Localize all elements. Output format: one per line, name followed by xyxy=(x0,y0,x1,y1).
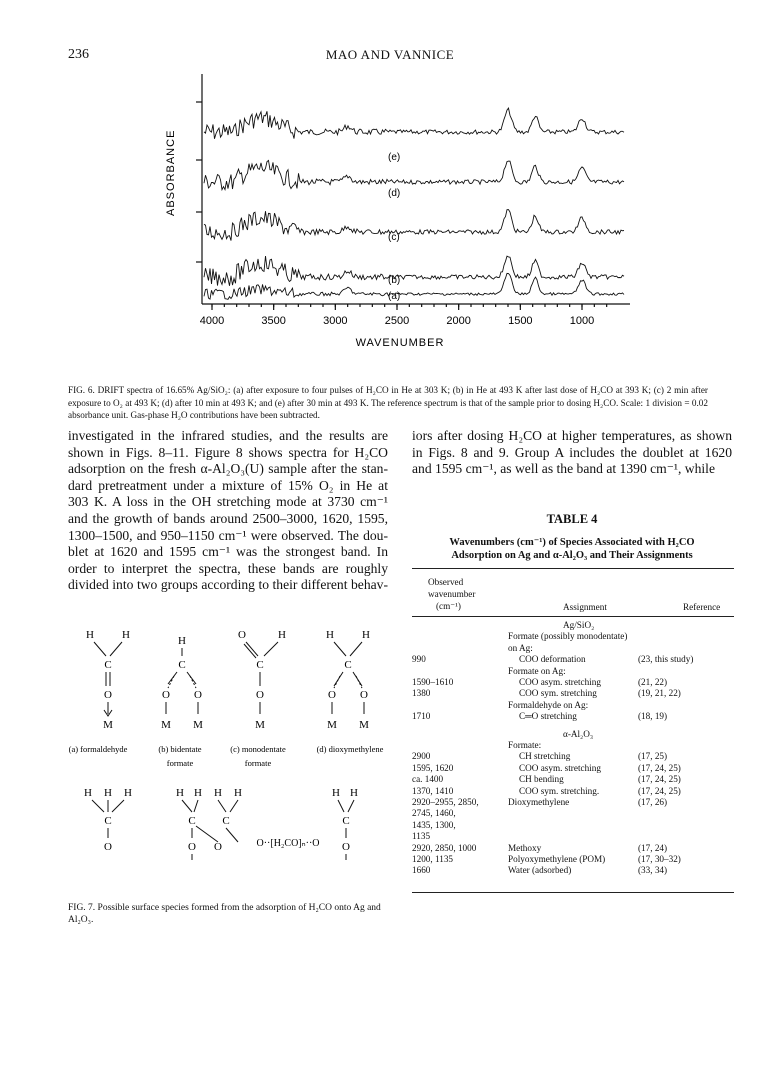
bond xyxy=(187,672,196,684)
text-line: 303 K. A loss in the OH stretching mode at 3730 cm⁻¹ xyxy=(68,494,388,510)
text-line: 1300–1500, and 950–1150 cm⁻¹ were observed. The dou- xyxy=(68,527,388,543)
atom-oxygen: O xyxy=(188,841,196,853)
table-caption-line: Wavenumbers (cm⁻¹) of Species Associated with H₂CO xyxy=(449,537,695,548)
table-cell-wavenumber: 1660 xyxy=(412,865,431,876)
table-cell-reference: (17, 24, 25) xyxy=(638,785,681,796)
atom-hydrogen: H xyxy=(214,787,222,799)
text-line: and the growth of bands around 2500–3000, 1620, 1595, xyxy=(68,510,388,526)
table-4-caption xyxy=(412,536,732,562)
table-cell-wavenumber: 1710 xyxy=(412,711,431,722)
table-cell-wavenumber: 1590–1610 xyxy=(412,677,454,687)
text-line: divided into two groups according to their different behav- xyxy=(68,577,388,593)
bond xyxy=(92,800,104,812)
text-line: and 1595 cm⁻¹, as well as the band at 1390 cm⁻¹, while xyxy=(412,461,715,477)
bond xyxy=(218,800,226,812)
text-line: order to interpret the spectra, these bands are roughly xyxy=(68,560,388,576)
table-cell-reference: (17, 24, 25) xyxy=(638,774,681,785)
atom-oxygen: O xyxy=(194,689,202,701)
body-text-left xyxy=(68,428,388,594)
table-cell-reference: (23, this study) xyxy=(638,654,694,665)
text-line: blet at 1620 and 1595 cm⁻¹ was the strongest band. In xyxy=(68,544,388,560)
figure-6-caption: FIG. 6. DRIFT spectra of 16.65% Ag/SiO₂: (a) after exposure to four pulses of H₂CO in He at 303 K; (b) in He at 493 K after last dose of H₂CO at 393 K; (c) 2 min after exposure to O₂ at 493 K; (d) after 10 min at 493 K; and (e) after 30 min at 493 K. The reference spectrum is that of the sample prior to dosing H₂CO. Scale: 1 division = 0.02 absorbance unit. Gas-phase H₂O contributions have been subtracted. xyxy=(68,385,708,420)
table-section-heading: α-Al₂O₃ xyxy=(563,728,594,739)
body-text-right xyxy=(412,428,732,478)
curve-label: (e) xyxy=(388,152,401,163)
atom-carbon: C xyxy=(104,659,112,671)
curve-label: (b) xyxy=(388,275,401,286)
bond xyxy=(194,800,198,812)
label-bidentate: (b) bidentate xyxy=(158,744,202,754)
label-formaldehyde: (a) formaldehyde xyxy=(68,744,128,754)
bond xyxy=(196,826,218,842)
table-cell-wavenumber: 2920–2955, 2850, xyxy=(412,797,479,807)
label-monodentate: (c) monodentate xyxy=(230,744,286,754)
x-tick-label: 3500 xyxy=(261,315,286,327)
atom-carbon: C xyxy=(188,815,196,827)
atom-carbon: C xyxy=(344,659,352,671)
atom-hydrogen: H xyxy=(332,787,340,799)
atom-oxygen: O xyxy=(104,689,112,701)
bond xyxy=(94,642,106,656)
label-formate: formate xyxy=(166,758,194,768)
table-cell-assignment: Formaldehyde on Ag: xyxy=(508,699,589,710)
table-header-wavenumber-3: (cm⁻¹) xyxy=(436,601,461,611)
atom-hydrogen: H xyxy=(194,787,202,799)
figure-7-caption: FIG. 7. Possible surface species formed from the adsorption of H₂CO onto Ag and Al₂O₃. xyxy=(68,903,381,925)
table-cell-reference: (17, 24, 25) xyxy=(638,762,681,773)
text-line: investigated in the infrared studies, and the results are xyxy=(68,428,388,443)
text-line: iors after dosing H₂CO at higher temperatures, as shown xyxy=(412,428,732,443)
table-cell-assignment: CH bending xyxy=(519,774,564,785)
bond xyxy=(334,672,343,686)
bond xyxy=(110,642,122,656)
atom-oxygen: O xyxy=(162,689,170,701)
running-head: MAO AND VANNICE xyxy=(325,47,455,62)
atom-oxygen: O xyxy=(328,689,336,701)
atom-metal: M xyxy=(327,719,337,731)
table-section-heading: Ag/SiO₂ xyxy=(563,620,595,630)
table-cell-wavenumber: 990 xyxy=(412,654,426,665)
table-top-rule xyxy=(412,568,734,569)
table-cell-assignment: COO asym. stretching xyxy=(519,677,601,687)
table-caption-line: Adsorption on Ag and α-Al₂O₃ and Their Assignments xyxy=(451,550,693,561)
table-cell-wavenumber: 2920, 2850, 1000 xyxy=(412,842,477,853)
atom-hydrogen: H xyxy=(122,629,130,641)
bond xyxy=(348,800,354,812)
table-header-rule xyxy=(412,616,734,617)
atom-oxygen: O xyxy=(342,841,350,853)
spectrum-curve xyxy=(204,210,624,241)
table-cell-assignment: COO deformation xyxy=(519,654,586,665)
y-axis-label: ABSORBANCE xyxy=(165,129,177,216)
table-cell-wavenumber: 1135 xyxy=(412,831,431,842)
table-cell-wavenumber: 1200, 1135 xyxy=(412,854,454,864)
bond xyxy=(264,642,278,656)
table-cell-assignment: Dioxymethylene xyxy=(508,797,570,807)
table-cell-wavenumber: 1595, 1620 xyxy=(412,762,454,773)
table-cell-wavenumber: 1380 xyxy=(412,688,431,699)
bond xyxy=(182,800,192,812)
x-tick-label: 2500 xyxy=(384,315,410,327)
atom-hydrogen: H xyxy=(350,787,358,799)
table-cell-reference: (17, 26) xyxy=(638,797,668,807)
table-cell-reference: (18, 19) xyxy=(638,711,668,722)
spectrum-curve xyxy=(204,160,624,189)
bond xyxy=(338,800,344,812)
text-line: dard pretreatment under a mixture of 15% O₂ in He at xyxy=(68,477,388,493)
bond xyxy=(350,642,362,656)
table-cell-reference: (17, 25) xyxy=(638,751,668,762)
atom-hydrogen: H xyxy=(86,629,94,641)
spectrum-curve xyxy=(204,108,624,139)
table-cell-wavenumber: 2900 xyxy=(412,751,431,762)
atom-carbon: C xyxy=(222,815,230,827)
table-cell-assignment: COO sym. stretching xyxy=(519,688,597,699)
atom-oxygen: O xyxy=(104,841,112,853)
bond xyxy=(353,672,362,686)
atom-metal: M xyxy=(359,719,369,731)
table-cell-assignment: C═O stretching xyxy=(519,711,577,722)
x-tick-label: 2000 xyxy=(446,315,471,327)
atom-hydrogen: H xyxy=(178,635,186,647)
atom-metal: M xyxy=(161,719,171,731)
table-cell-reference: (17, 24) xyxy=(638,842,668,853)
figure-7-surface-species xyxy=(68,610,398,870)
table-cell-assignment: Formate on Ag: xyxy=(508,665,566,676)
atom-oxygen: O xyxy=(214,841,222,853)
figure-6-spectra xyxy=(160,72,640,372)
table-cell-wavenumber: 1370, 1410 xyxy=(412,785,454,796)
atom-hydrogen: H xyxy=(234,787,242,799)
label-dioxymethylene: (d) dioxymethylene xyxy=(316,744,384,754)
x-axis-ticks xyxy=(212,304,607,310)
table-header-wavenumber-1: Observed xyxy=(428,577,464,587)
bond xyxy=(168,672,177,684)
x-tick-label: 1000 xyxy=(569,315,595,327)
bond xyxy=(226,828,238,842)
x-tick-label: 1500 xyxy=(508,315,533,327)
atom-oxygen: O xyxy=(360,689,368,701)
table-cell-assignment: CH stretching xyxy=(519,751,571,762)
table-header-reference: Reference xyxy=(683,602,721,612)
page-number: 236 xyxy=(68,47,89,62)
bond xyxy=(230,800,238,812)
atom-hydrogen: H xyxy=(362,629,370,641)
curve-label: (a) xyxy=(388,291,401,302)
table-cell-wavenumber: ca. 1400 xyxy=(412,774,444,785)
table-cell-assignment: Formate: xyxy=(508,740,542,750)
table-cell-assignment: Methoxy xyxy=(508,842,542,853)
arrow-bond xyxy=(104,702,112,716)
bond xyxy=(334,642,346,656)
atom-carbon: C xyxy=(104,815,112,827)
atom-metal: M xyxy=(103,719,113,731)
curve-label: (c) xyxy=(388,232,400,243)
table-cell-assignment: Water (adsorbed) xyxy=(508,865,572,876)
atom-carbon: C xyxy=(256,659,264,671)
table-cell-assignment: COO asym. stretching xyxy=(519,762,601,773)
spectrum-curves xyxy=(204,108,624,299)
atom-hydrogen: H xyxy=(176,787,184,799)
table-header-assignment: Assignment xyxy=(563,602,607,612)
atom-carbon: C xyxy=(342,815,350,827)
spectrum-curve xyxy=(204,256,624,286)
atom-carbon: C xyxy=(178,659,186,671)
table-header-wavenumber-2: wavenumber xyxy=(428,589,476,599)
atom-hydrogen: H xyxy=(104,787,112,799)
atom-hydrogen: H xyxy=(278,629,286,641)
atom-hydrogen: H xyxy=(124,787,132,799)
table-4-title: TABLE 4 xyxy=(546,512,598,526)
table-cell-assignment: Formate (possibly monodentate) xyxy=(508,631,628,642)
pom-chain: O··[H₂CO]ₙ··O xyxy=(256,838,320,849)
text-line: adsorption on the fresh α-Al₂O₃(U) sample after the stan- xyxy=(68,461,388,477)
atom-metal: M xyxy=(193,719,203,731)
text-line: shown in Figs. 8–11. Figure 8 shows spectra for H₂CO xyxy=(68,444,388,460)
atom-metal: M xyxy=(255,719,265,731)
x-axis-label: WAVENUMBER xyxy=(355,337,445,349)
table-cell-reference: (21, 22) xyxy=(638,677,668,687)
table-cell-assignment: COO sym. stretching. xyxy=(519,785,600,796)
atom-oxygen: O xyxy=(238,629,246,641)
table-bottom-rule xyxy=(412,892,734,893)
label-formate: formate xyxy=(244,758,272,768)
atom-hydrogen: H xyxy=(84,787,92,799)
atom-hydrogen: H xyxy=(326,629,334,641)
y-axis-ticks xyxy=(196,102,202,262)
atom-oxygen: O xyxy=(256,689,264,701)
table-cell-assignment: on Ag: xyxy=(508,642,533,653)
table-cell-wavenumber: 1435, 1300, xyxy=(412,819,456,830)
x-tick-label: 3000 xyxy=(323,315,348,327)
x-tick-label: 4000 xyxy=(199,315,225,327)
bond xyxy=(112,800,124,812)
text-line: in Figs. 8 and 9. Group A includes the doublet at 1620 xyxy=(412,444,732,460)
table-cell-reference: (19, 21, 22) xyxy=(638,688,681,699)
table-cell-reference: (17, 30–32) xyxy=(638,854,681,864)
table-cell-reference: (33, 34) xyxy=(638,865,668,876)
table-cell-assignment: Polyoxymethylene (POM) xyxy=(508,854,606,864)
table-cell-wavenumber: 2745, 1460, xyxy=(412,808,456,819)
curve-label: (d) xyxy=(388,188,401,199)
